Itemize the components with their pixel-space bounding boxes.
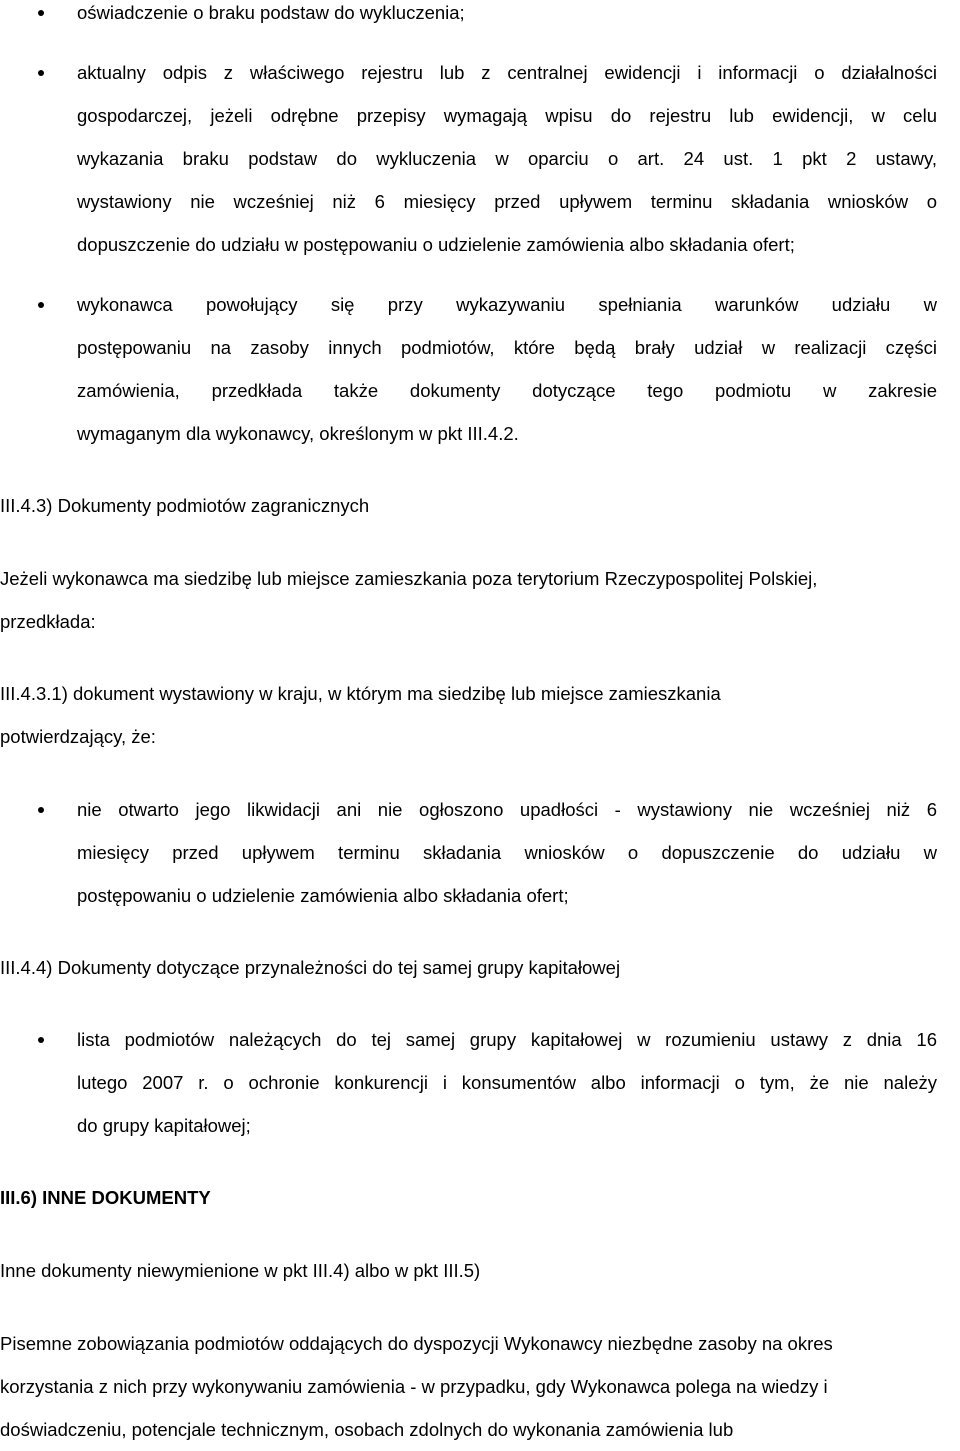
text-line: wymaganym dla wykonawcy, określonym w pkt III.4.2. — [77, 423, 519, 444]
list-item-text — [77, 788, 937, 917]
paragraph: Inne dokumenty niewymienione w pkt III.4) albo w pkt III.5) — [0, 1260, 481, 1281]
section-heading: III.6) INNE DOKUMENTY — [0, 1187, 211, 1208]
section-heading: III.4.3) Dokumenty podmiotów zagranicznych — [0, 495, 370, 516]
text-line: przedkłada: — [0, 611, 96, 632]
text-line: postępowaniu o udzielenie zamówienia albo składania ofert; — [77, 885, 569, 906]
paragraph — [0, 1322, 958, 1451]
text-line: oświadczenie o braku podstaw do wykluczenia; — [77, 2, 465, 23]
text-line: potwierdzający, że: — [0, 726, 156, 747]
text-line: lutego 2007 r. o ochronie konkurencji i konsumentów albo informacji o tym, że nie należy — [77, 1072, 937, 1093]
text-line: doświadczeniu, potencjale technicznym, osobach zdolnych do wykonania zamówienia lub — [0, 1419, 734, 1440]
list-item-text — [77, 1018, 937, 1147]
section-heading: III.4.4) Dokumenty dotyczące przynależności do tej samej grupy kapitałowej — [0, 957, 621, 978]
text-line: zamówienia, przedkłada także dokumenty dotyczące tego podmiotu w zakresie — [77, 380, 937, 401]
text-line: wykazania braku podstaw do wykluczenia w oparciu o art. 24 ust. 1 pkt 2 ustawy, — [77, 148, 937, 169]
bullet-icon — [38, 302, 44, 308]
list-item-text — [77, 0, 937, 34]
text-line: Pisemne zobowiązania podmiotów oddających do dyspozycji Wykonawcy niezbędne zasoby na okres — [0, 1333, 833, 1354]
bullet-icon — [38, 10, 44, 16]
paragraph — [0, 557, 958, 643]
text-line: nie otwarto jego likwidacji ani nie ogłoszono upadłości - wystawiony nie wcześniej niż 6 — [77, 799, 937, 820]
paragraph — [0, 672, 958, 758]
text-line: miesięcy przed upływem terminu składania wniosków o dopuszczenie do udziału w — [77, 842, 937, 863]
text-line: III.4.3.1) dokument wystawiony w kraju, w którym ma siedzibę lub miejsce zamieszkania — [0, 683, 721, 704]
bullet-icon — [38, 807, 44, 813]
bullet-icon — [38, 1037, 44, 1043]
text-line: korzystania z nich przy wykonywaniu zamówienia - w przypadku, gdy Wykonawca polega na wiedzy i — [0, 1376, 828, 1397]
bullet-icon — [38, 70, 44, 76]
text-line: aktualny odpis z właściwego rejestru lub z centralnej ewidencji i informacji o działalności — [77, 62, 937, 83]
text-line: lista podmiotów należących do tej samej grupy kapitałowej w rozumieniu ustawy z dnia 16 — [77, 1029, 937, 1050]
list-item-text — [77, 283, 937, 455]
text-line: gospodarczej, jeżeli odrębne przepisy wymagają wpisu do rejestru lub ewidencji, w celu — [77, 105, 937, 126]
text-line: wykonawca powołujący się przy wykazywaniu spełniania warunków udziału w — [77, 294, 937, 315]
text-line: Jeżeli wykonawca ma siedzibę lub miejsce zamieszkania poza terytorium Rzeczypospolitej Polskiej, — [0, 568, 818, 589]
list-item-text — [77, 51, 937, 266]
text-line: wystawiony nie wcześniej niż 6 miesięcy przed upływem terminu składania wniosków o — [77, 191, 937, 212]
text-line: do grupy kapitałowej; — [77, 1115, 251, 1136]
text-line: postępowaniu na zasoby innych podmiotów, które będą brały udział w realizacji części — [77, 337, 937, 358]
text-line: dopuszczenie do udziału w postępowaniu o udzielenie zamówienia albo składania ofert; — [77, 234, 795, 255]
